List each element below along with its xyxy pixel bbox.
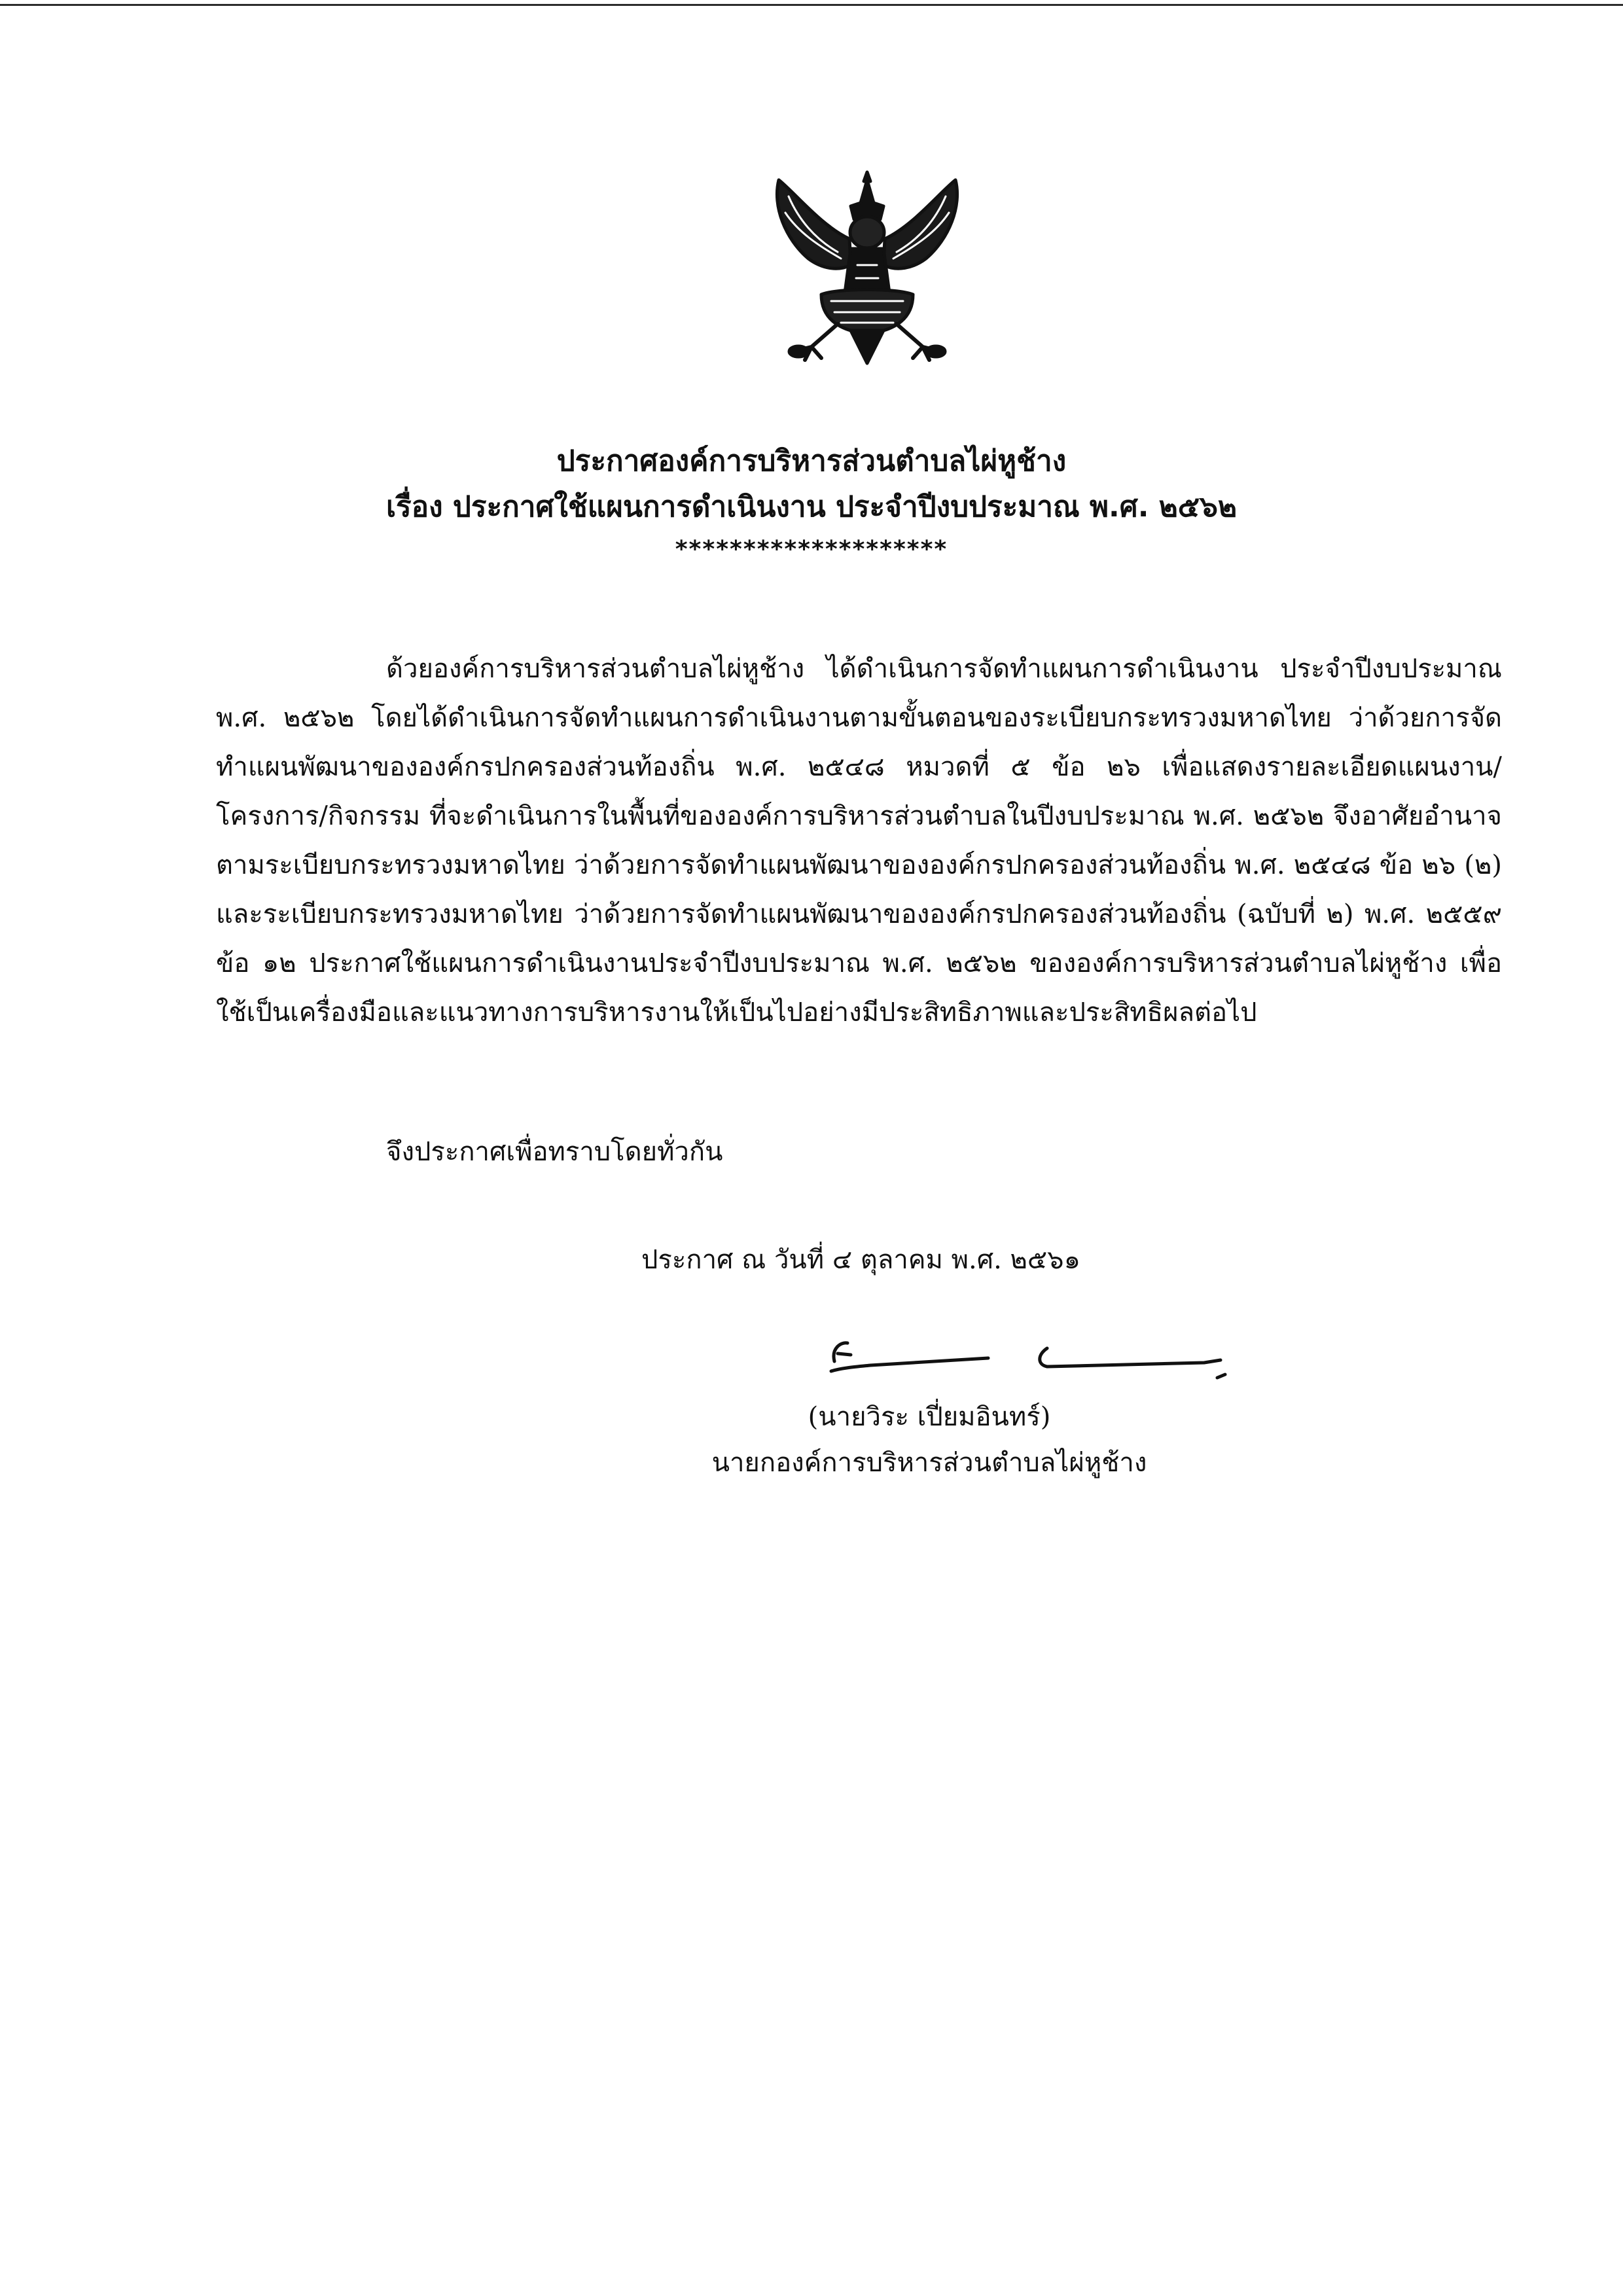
signer-name: (นายวิระ เปี่ยมอินทร์) [808,1402,1051,1432]
announcement-header [0,439,1623,569]
body-paragraph: ด้วยองค์การบริหารส่วนตำบลไผ่หูช้าง ได้ดำเนินการจัดทำแผนการดำเนินงาน ประจำปีงบประมาณ พ.ศ. ๒๕๖๒ โดยได้ดำเนินการจัดทำแผนการดำเนินงานตามขั้นตอนของระเบียบกระทรวงมหาดไทย ว่าด้วยการจัดทำแผนพัฒนาขององค์กรปกครองส่วนท้องถิ่น พ.ศ. ๒๕๔๘ หมวดที่ ๕ ข้อ ๒๖ เพื่อแสดงรายละเอียดแผนงาน/โครงการ/กิจกรรม ที่จะดำเนินการในพื้นที่ขององค์การบริหารส่วนตำบลในปีงบประมาณ พ.ศ. ๒๕๖๒ จึงอาศัยอำนาจตามระเบียบกระทรวงมหาดไทย ว่าด้วยการจัดทำแผนพัฒนาขององค์กรปกครองส่วนท้องถิ่น พ.ศ. ๒๕๔๘ ข้อ ๒๖ (๒) และระเบียบกระทรวงมหาดไทย ว่าด้วยการจัดทำแผนพัฒนาขององค์กรปกครองส่วนท้องถิ่น (ฉบับที่ ๒) พ.ศ. ๒๕๕๙ ข้อ ๑๒ ประกาศใช้แผนการดำเนินงานประจำปีงบประมาณ พ.ศ. ๒๕๖๒ ขององค์การบริหารส่วนตำบลไผ่หูช้าง เพื่อใช้เป็นเครื่องมือและแนวทางการบริหารงานให้เป็นไปอย่างมีประสิทธิภาพและประสิทธิผลต่อไป [216,654,1502,1028]
closing-statement: จึงประกาศเพื่อทราบโดยทั่วกัน [386,1137,723,1167]
announcement-subject: เรื่อง ประกาศใช้แผนการดำเนินงาน ประจำปีงบประมาณ พ.ศ. ๒๕๖๒ [386,490,1237,524]
announcement-date: ประกาศ ณ วันที่ ๔ ตุลาคม พ.ศ. ๒๕๖๑ [641,1245,1080,1275]
announcement-title: ประกาศองค์การบริหารส่วนตำบลไผ่หูช้าง [556,444,1067,478]
header-separator: ******************** [675,536,948,563]
handwritten-signature [812,1322,1257,1394]
top-border-line [0,4,1623,6]
signer-position: นายกองค์การบริหารส่วนตำบลไผ่หูช้าง [711,1448,1147,1478]
garuda-emblem-icon [759,167,975,383]
